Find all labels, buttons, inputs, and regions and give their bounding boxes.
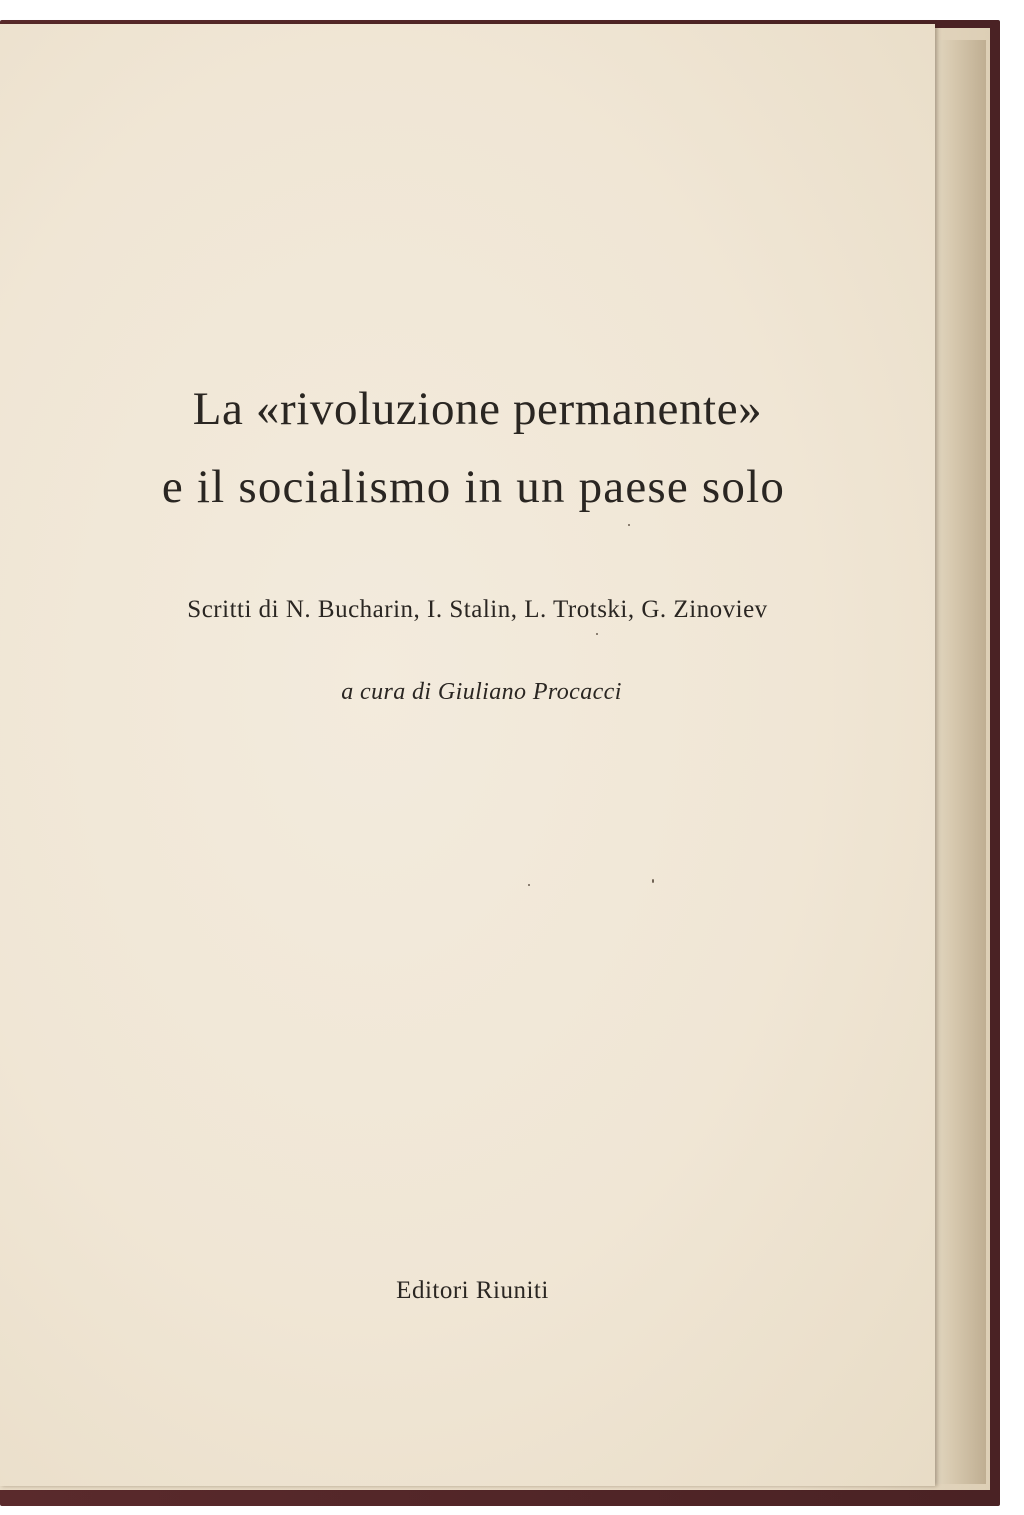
paper-speck: [652, 879, 654, 883]
book-title-line-2: e il socialismo in un paese solo: [161, 461, 786, 513]
paper-speck: [528, 884, 530, 886]
editor-line: a cura di Giuliano Procacci: [341, 679, 622, 705]
paper-speck: [596, 633, 598, 635]
title-page: [0, 24, 935, 1486]
book-title-line-1: La «rivoluzione permanente»: [192, 383, 763, 435]
page-fore-edge: [928, 40, 986, 1484]
publisher-name: Editori Riuniti: [396, 1277, 549, 1304]
authors-line: Scritti di N. Bucharin, I. Stalin, L. Trotski, G. Zinoviev: [187, 596, 768, 623]
paper-speck: [628, 524, 630, 526]
